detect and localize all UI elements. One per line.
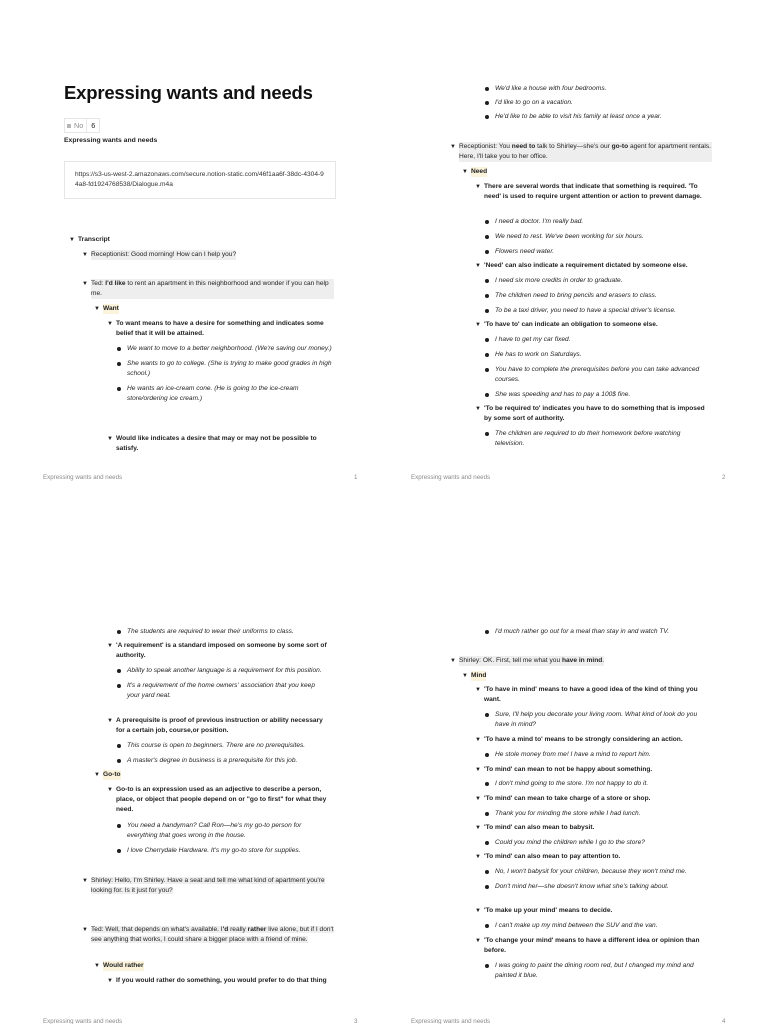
vocab-toggle[interactable] [94,304,334,314]
definition-toggle[interactable] [107,976,329,986]
bullet-icon [485,279,489,283]
definition-text: 'To change your mind' means to have a different idea or opinion than before. [484,937,700,954]
bullet-icon [485,87,489,91]
vocab-heading: Want [103,305,119,312]
bullet-icon [485,353,489,357]
example-text: No, I won't babysit for your children, because they won't mind me. [495,868,687,875]
bullet-icon [117,669,121,673]
definition-text: There are several words that indicate that something is required. 'To need' is used to require urgent attention or action to prevent damage. [484,183,702,200]
dialogue-line[interactable] [82,876,342,896]
toggle-triangle-icon[interactable]: ▼ [475,796,481,802]
dialogue-text [91,876,325,896]
toggle-triangle-icon[interactable]: ▼ [462,673,468,679]
bullet-icon [485,309,489,313]
dialogue-line-2: see anything that works, I could share a bigger place with a friend of mine. [91,936,308,943]
example-text: To be a taxi driver, you need to have a special driver's license. [495,307,676,314]
example-list [485,750,715,760]
definition-text: 'To mind' can also mean to pay attention to. [484,853,621,860]
toggle-triangle-icon[interactable]: ▼ [82,252,88,258]
dialogue-line[interactable] [82,250,342,260]
toggle-triangle-icon[interactable]: ▼ [69,237,75,243]
highlight-phrase: I'd like [105,280,126,287]
example-list [485,84,725,122]
toggle-triangle-icon[interactable]: ▼ [94,772,100,778]
speaker: Ted: Well, that depends on what's available. I [91,926,223,933]
footer-title: Expressing wants and needs [411,474,491,481]
example-text: He stole money from me! I have a mind to report him. [495,751,651,758]
toggle-label: Transcript [78,236,110,243]
example-text: We want to move to a better neighborhood. (We're saving our money.) [127,345,332,352]
vocab-toggle[interactable] [94,770,334,780]
toggle-triangle-icon[interactable]: ▼ [450,658,456,664]
example-text: Sure, I'll help you decorate your living room. What kind of look do you have in mind? [495,711,698,728]
definition-toggle[interactable] [107,434,332,454]
toggle-triangle-icon[interactable]: ▼ [107,643,113,649]
property-row [64,118,384,133]
example-text: We'd like a house with four bedrooms. [495,85,607,92]
example-list [485,217,715,257]
example-text: The children are required to do their homework before watching television. [495,430,681,447]
bullet-icon [485,964,489,968]
example-list [485,276,715,316]
toggle-triangle-icon[interactable]: ▼ [475,737,481,743]
dialogue-rest: agent for apartment rentals. Here, I'll take you to her office. [459,143,711,160]
footer-title: Expressing wants and needs [43,1018,123,1024]
dialogue-text [459,656,604,666]
vocab-heading: Go-to [103,771,121,778]
bullet-icon [485,432,489,436]
definition-toggle[interactable] [475,906,712,916]
vocab-heading: Need [471,168,488,175]
bullet-icon [485,812,489,816]
toggle-triangle-icon[interactable]: ▼ [82,927,88,933]
toggle-triangle-icon[interactable]: ▼ [475,938,481,944]
bullet-icon [485,338,489,342]
toggle-triangle-icon[interactable]: ▼ [475,767,481,773]
bullet-icon [117,759,121,763]
example-text: You need a handyman? Call Ron—he's my go-to person for everything that goes wrong in the house. [127,822,302,839]
speaker: Shirley: OK. First, tell me what you [459,657,562,664]
bullet-icon [117,744,121,748]
hash-icon [67,124,71,128]
definition-text: 'To mind' can also mean to babysit. [484,824,595,831]
toggle-triangle-icon[interactable]: ▼ [475,322,481,328]
example-text: I'd much rather go out for a meal than stay in and watch TV. [495,628,670,635]
example-list [117,666,329,701]
definition-toggle[interactable] [107,319,332,339]
vocab-toggle[interactable] [462,167,702,177]
footer-title: Expressing wants and needs [411,1018,491,1024]
dialogue-rest: really [228,926,248,933]
example-text: I have to get my car fixed. [495,336,571,343]
example-text: Don't mind her—she doesn't know what she's talking about. [495,883,669,890]
property-name [64,118,87,133]
footer-title: Expressing wants and needs [43,474,123,481]
bullet-icon [485,630,489,634]
example-text: Flowers need water. [495,248,555,255]
example-text: Could you mind the children while I go to the store? [495,839,645,846]
definition-toggle[interactable] [107,641,339,661]
example-text: This course is open to beginners. There are no prerequisites. [127,742,306,749]
toggle-triangle-icon[interactable]: ▼ [107,321,113,327]
bullet-icon [485,870,489,874]
definition-text: 'To mind' can mean to not be happy about something. [484,766,653,773]
dialogue-rest: . [602,657,605,664]
definition-toggle[interactable] [475,261,712,271]
toggle-triangle-icon[interactable]: ▼ [107,436,113,442]
example-text: He'd like to be able to visit his family at least once a year. [495,113,662,120]
toggle-triangle-icon[interactable]: ▼ [82,878,88,884]
bullet-icon [485,235,489,239]
definition-toggle[interactable] [475,320,712,330]
vocab-toggle[interactable] [94,961,334,971]
example-list [485,961,703,981]
dialogue-rest: talk to Shirley—she's our [535,143,612,150]
example-text: I don't mind going to the store. I'm not happy to do it. [495,780,649,787]
definition-text: 'To have in mind' means to have a good idea of the kind of thing you want. [484,686,698,703]
bullet-icon [485,782,489,786]
page-number: 1 [354,474,358,481]
vocab-toggle[interactable] [462,671,702,681]
page-subtitle: Expressing wants and needs [64,137,158,144]
example-list [485,921,715,931]
bullet-icon [117,849,121,853]
definition-toggle[interactable] [475,823,712,833]
definition-text: 'To make up your mind' means to decide. [484,907,613,914]
toggle-triangle-icon[interactable]: ▼ [475,184,481,190]
highlight-phrase: rather [247,926,267,933]
definition-toggle[interactable] [107,716,329,736]
example-text: You have to complete the prerequisites before you can take advanced courses. [495,366,700,383]
toggle-triangle-icon[interactable]: ▼ [107,787,113,793]
toggle-triangle-icon[interactable]: ▼ [94,963,100,969]
example-text: A master's degree in business is a prerequisite for this job. [127,757,298,764]
highlight-phrase: 'd [222,926,229,933]
example-text: I can't make up my mind between the SUV and the van. [495,922,658,929]
speaker: Ted: [91,280,106,287]
bullet-icon [485,368,489,372]
page-number: 4 [722,1018,726,1024]
dialogue-text [91,279,334,299]
bullet-icon [485,101,489,105]
example-text: We need to rest. We've been working for six hours. [495,233,644,240]
definition-toggle[interactable] [475,404,712,424]
bullet-icon [485,294,489,298]
definition-toggle[interactable] [475,765,712,775]
page-title: Expressing wants and needs [64,82,313,103]
bullet-icon [485,924,489,928]
definition-text: 'Need' can also indicate a requirement dictated by someone else. [484,262,688,269]
example-text: I love Cherrydale Hardware. It's my go-to store for supplies. [127,847,301,854]
bullet-icon [117,362,121,366]
bullet-icon [117,387,121,391]
bullet-icon [485,115,489,119]
example-text: I need six more credits in order to graduate. [495,277,623,284]
example-text: He wants an ice-cream cone. (He is going to the ice-cream store/ordering ice cream.) [127,385,299,402]
toggle-triangle-icon[interactable]: ▼ [475,263,481,269]
toggle-triangle-icon[interactable]: ▼ [462,169,468,175]
definition-text: 'A requirement' is a standard imposed on someone by some sort of authority. [116,642,327,659]
definition-text: Would like indicates a desire that may or may not be possible to satisfy. [116,435,317,452]
dialogue-text: Receptionist: Good morning! How can I help you? [91,251,237,258]
speaker: Receptionist: You [459,143,512,150]
toggle-triangle-icon[interactable]: ▼ [82,281,88,287]
highlight-phrase: go-to [611,143,629,150]
bullet-icon [485,393,489,397]
example-text: It's a requirement of the home owners' association that you keep your yard neat. [127,682,315,699]
definition-text: A prerequisite is proof of previous instruction or ability necessary for a certain job, course,or position. [116,717,323,734]
bullet-icon [485,885,489,889]
example-list [485,867,703,892]
transcript-toggle[interactable] [69,235,349,245]
definition-text: To want means to have a desire for something and indicates some belief that it will be attained. [116,320,324,337]
definition-text: 'To be required to' indicates you have to do something that is imposed by some sort of authority. [484,405,705,422]
example-text: I was going to paint the dining room red, but I changed my mind and painted it blue. [495,962,694,979]
document-page-2 [384,0,768,512]
bullet-icon [485,841,489,845]
example-list [485,710,703,730]
bullet-icon [117,630,121,634]
definition-toggle[interactable] [475,735,712,745]
example-text: Ability to speak another language is a requirement for this position. [127,667,322,674]
example-text: She wants to go to college. (She is trying to make good grades in high school.) [127,360,332,377]
example-list [485,779,715,789]
toggle-triangle-icon[interactable]: ▼ [475,854,481,860]
definition-toggle[interactable] [475,794,712,804]
toggle-triangle-icon[interactable]: ▼ [475,908,481,914]
dialogue-line-1: Shirley: Hello, I'm Shirley. Have a seat and tell me what kind of apartment you're [91,877,325,884]
property-label: No [74,121,84,130]
example-list [485,429,703,449]
highlight-phrase: need to [511,143,536,150]
definition-text: Go-to is an expression used as an adjective to describe a person, place, or object that people depend on or "go to first" for what they need. [116,786,327,813]
definition-text: 'To have to' can indicate an obligation to someone else. [484,321,658,328]
example-text: She was speeding and has to pay a 100$ fine. [495,391,631,398]
example-list [117,627,347,637]
toggle-triangle-icon[interactable]: ▼ [107,978,113,984]
bullet-icon [485,220,489,224]
toggle-triangle-icon[interactable]: ▼ [475,406,481,412]
toggle-triangle-icon[interactable]: ▼ [450,144,456,150]
example-list [117,344,337,404]
bullet-icon [117,824,121,828]
definition-toggle[interactable] [475,936,712,956]
dialogue-rest: to rent an apartment in this neighborhood and wonder if you can help me. [91,280,329,297]
example-text: Thank you for minding the store while I had lunch. [495,810,641,817]
example-text: I need a doctor. I'm really bad. [495,218,584,225]
example-text: I'd like to go on a vacation. [495,99,573,106]
toggle-triangle-icon[interactable]: ▼ [475,687,481,693]
audio-link[interactable]: https://s3-us-west-2.amazonaws.com/secure.notion-static.com/46f1aa6f-38dc-4304-94a8-fd1924768538/Dialogue.m4a [64,161,336,199]
dialogue-line-2: looking for. Is it just for you? [91,887,173,894]
example-list [485,627,725,637]
document-page-1 [0,0,384,512]
property-value: 6 [87,118,100,133]
document-page-3 [0,512,384,1024]
definition-text: 'To have a mind to' means to be strongly considering an action. [484,736,683,743]
dialogue-line[interactable] [450,142,712,162]
bullet-icon [485,713,489,717]
vocab-heading: Would rather [103,962,144,969]
vocab-heading: Mind [471,672,487,679]
example-list [117,821,329,856]
example-list [485,809,715,819]
definition-toggle[interactable] [475,852,712,862]
definition-text: 'To mind' can mean to take charge of a store or shop. [484,795,651,802]
bullet-icon [117,347,121,351]
dialogue-line[interactable] [82,925,342,945]
definition-text: If you would rather do something, you would prefer to do that thing [116,977,327,984]
page-number: 2 [722,474,726,481]
toggle-triangle-icon[interactable]: ▼ [107,718,113,724]
bullet-icon [485,250,489,254]
example-text: The students are required to wear their uniforms to class. [127,628,294,635]
page-number: 3 [354,1018,358,1024]
definition-toggle[interactable] [475,182,712,202]
dialogue-line[interactable] [450,656,712,666]
document-page-4 [384,512,768,1024]
example-list [485,838,715,848]
toggle-triangle-icon[interactable]: ▼ [94,306,100,312]
example-list [117,741,347,766]
example-text: The children need to bring pencils and erasers to class. [495,292,657,299]
definition-toggle[interactable] [475,685,705,705]
highlight-phrase: have in mind [561,657,603,664]
dialogue-text [91,925,334,945]
bullet-icon [117,684,121,688]
dialogue-rest: live alone, but if I don't [266,926,334,933]
definition-toggle[interactable] [107,785,339,815]
example-list [485,335,703,400]
bullet-icon [485,753,489,757]
dialogue-text [459,142,712,162]
dialogue-line[interactable] [82,279,334,299]
toggle-triangle-icon[interactable]: ▼ [475,825,481,831]
example-text: He has to work on Saturdays. [495,351,582,358]
